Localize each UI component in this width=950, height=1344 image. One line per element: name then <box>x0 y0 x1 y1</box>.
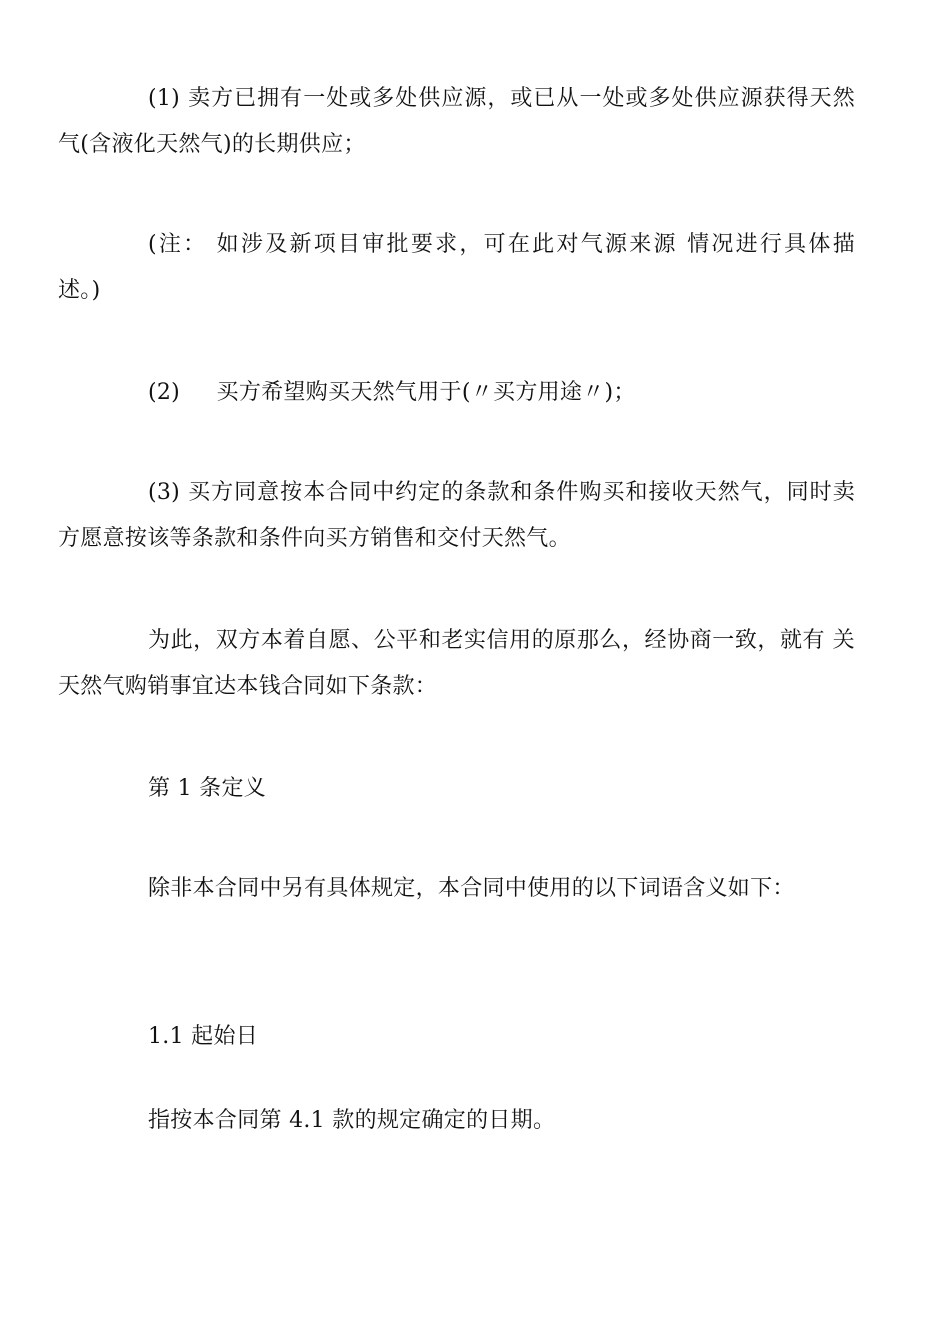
term-definition-start-date <box>103 1098 855 1144</box>
paragraph-clause-3 <box>58 470 855 562</box>
text-line: 除非本合同中另有具体规定，本合同中使用的以下词语含义如下： <box>148 876 795 901</box>
text-line: (2) 买方希望购买天然气用于(〃买方用途〃)； <box>148 380 636 405</box>
text-line: 方愿意按该等条款和条件向买方销售和交付天然气。 <box>58 526 571 551</box>
paragraph-clause-2 <box>103 370 855 416</box>
text-line: (1) 卖方已拥有一处或多处供应源，或已从一处或多处供应源获得天然 <box>148 86 855 111</box>
section-heading-definitions <box>103 766 855 812</box>
text-line: 述。) <box>58 278 101 303</box>
text-line: 天然气购销事宜达本钱合同如下条款： <box>58 674 438 699</box>
text-line: 指按本合同第 4.1 款的规定确定的日期。 <box>148 1108 556 1133</box>
paragraph-definitions-intro <box>103 866 855 912</box>
text-line: (注： 如涉及新项目审批要求，可在此对气源来源 情况进行具体描 <box>148 232 855 257</box>
paragraph-clause-1 <box>58 76 855 168</box>
text-line: 第 1 条定义 <box>148 776 267 801</box>
paragraph-agreement <box>58 618 855 710</box>
text-line: 气(含液化天然气)的长期供应； <box>58 132 366 157</box>
text-line: 1.1 起始日 <box>148 1024 259 1049</box>
paragraph-note <box>58 222 855 314</box>
text-line: (3) 买方同意按本合同中约定的条款和条件购买和接收天然气，同时卖 <box>148 480 855 505</box>
text-line: 为此，双方本着自愿、公平和老实信用的原那么，经协商一致，就有 关 <box>148 628 855 653</box>
term-heading-start-date <box>103 1014 855 1060</box>
